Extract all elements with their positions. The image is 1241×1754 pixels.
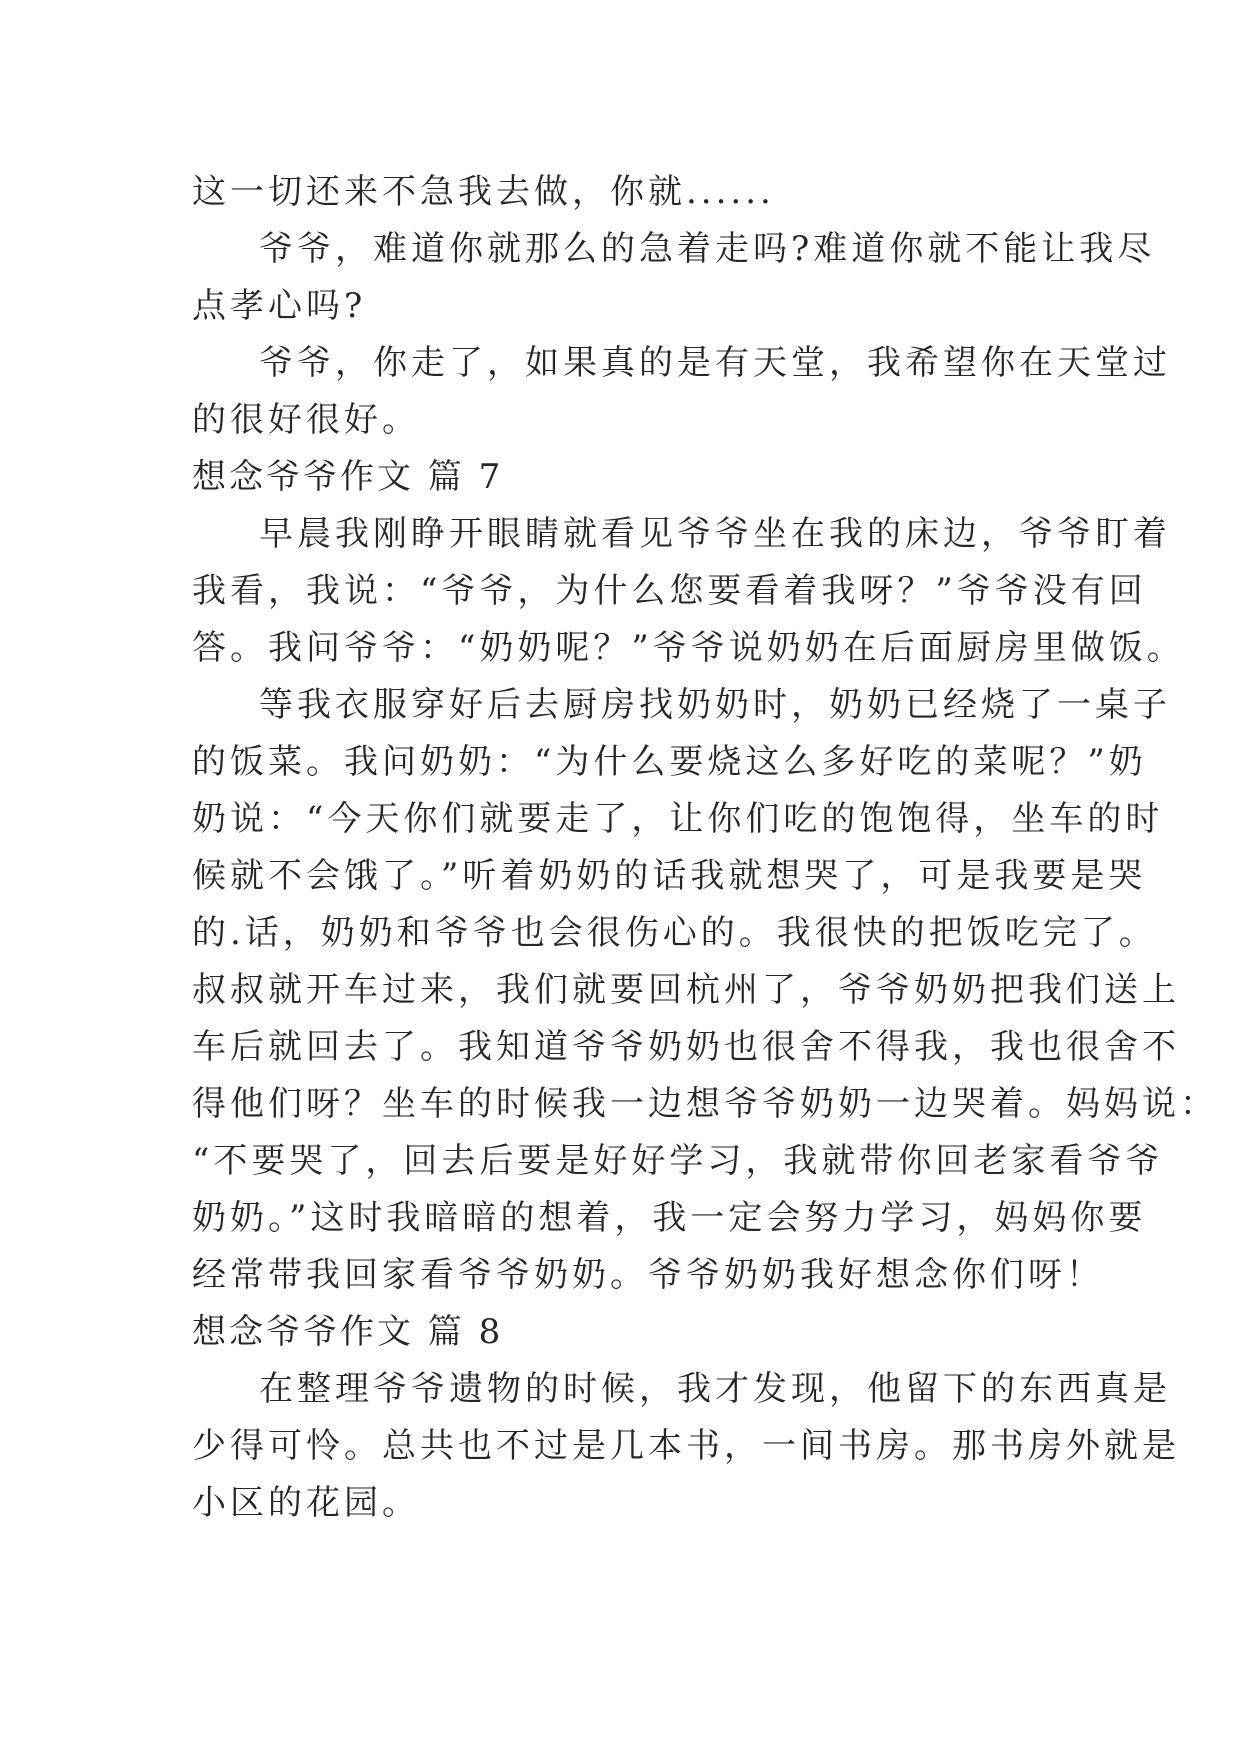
text-line: 我看，我说：“爷爷，为什么您要看着我呀？”爷爷没有回 bbox=[192, 571, 1147, 611]
text-line: 的饭菜。我问奶奶：“为什么要烧这么多好吃的菜呢？”奶 bbox=[192, 742, 1147, 782]
text-line: 奶奶。”这时我暗暗的想着，我一定会努力学习，妈妈你要 bbox=[192, 1198, 1147, 1238]
text-line: “不要哭了，回去后要是好好学习，我就带你回老家看爷爷 bbox=[192, 1141, 1164, 1181]
paragraph-first-line: 爷爷，你走了，如果真的是有天堂，我希望你在天堂过 bbox=[259, 343, 1171, 383]
text-line: 答。我问爷爷：“奶奶呢？”爷爷说奶奶在后面厨房里做饭。 bbox=[192, 628, 1185, 668]
paragraph-first-line: 爷爷，难道你就那么的急着走吗?难道你就不能让我尽 bbox=[259, 229, 1156, 269]
text-line: 点孝心吗? bbox=[192, 286, 367, 326]
text-line: 少得可怜。总共也不过是几本书，一间书房。那书房外就是 bbox=[192, 1426, 1180, 1466]
text-line: 经常带我回家看爷爷奶奶。爷爷奶奶我好想念你们呀！ bbox=[192, 1255, 1104, 1295]
text-line: 叔叔就开车过来，我们就要回杭州了，爷爷奶奶把我们送上 bbox=[192, 970, 1180, 1010]
text-line: 车后就回去了。我知道爷爷奶奶也很舍不得我，我也很舍不 bbox=[192, 1027, 1180, 1067]
paragraph-first-line: 在整理爷爷遗物的时候，我才发现，他留下的东西真是 bbox=[259, 1369, 1171, 1409]
text-line: 的很好很好。 bbox=[192, 400, 420, 440]
text-line: 的.话，奶奶和爷爷也会很伤心的。我很快的把饭吃完了。 bbox=[192, 913, 1157, 953]
text-line: 这一切还来不急我去做，你就...... bbox=[192, 172, 775, 212]
paragraph-first-line: 等我衣服穿好后去厨房找奶奶时，奶奶已经烧了一桌子 bbox=[259, 685, 1171, 725]
section-heading: 想念爷爷作文 篇 7 bbox=[192, 457, 504, 497]
text-line: 候就不会饿了。”听着奶奶的话我就想哭了，可是我要是哭 bbox=[192, 856, 1147, 896]
text-line: 小区的花园。 bbox=[192, 1483, 420, 1523]
text-line: 得他们呀？坐车的时候我一边想爷爷奶奶一边哭着。妈妈说： bbox=[192, 1084, 1218, 1124]
paragraph-first-line: 早晨我刚睁开眼睛就看见爷爷坐在我的床边，爷爷盯着 bbox=[259, 514, 1171, 554]
section-heading: 想念爷爷作文 篇 8 bbox=[192, 1312, 504, 1352]
text-line: 奶说：“今天你们就要走了，让你们吃的饱饱得，坐车的时 bbox=[192, 799, 1164, 839]
